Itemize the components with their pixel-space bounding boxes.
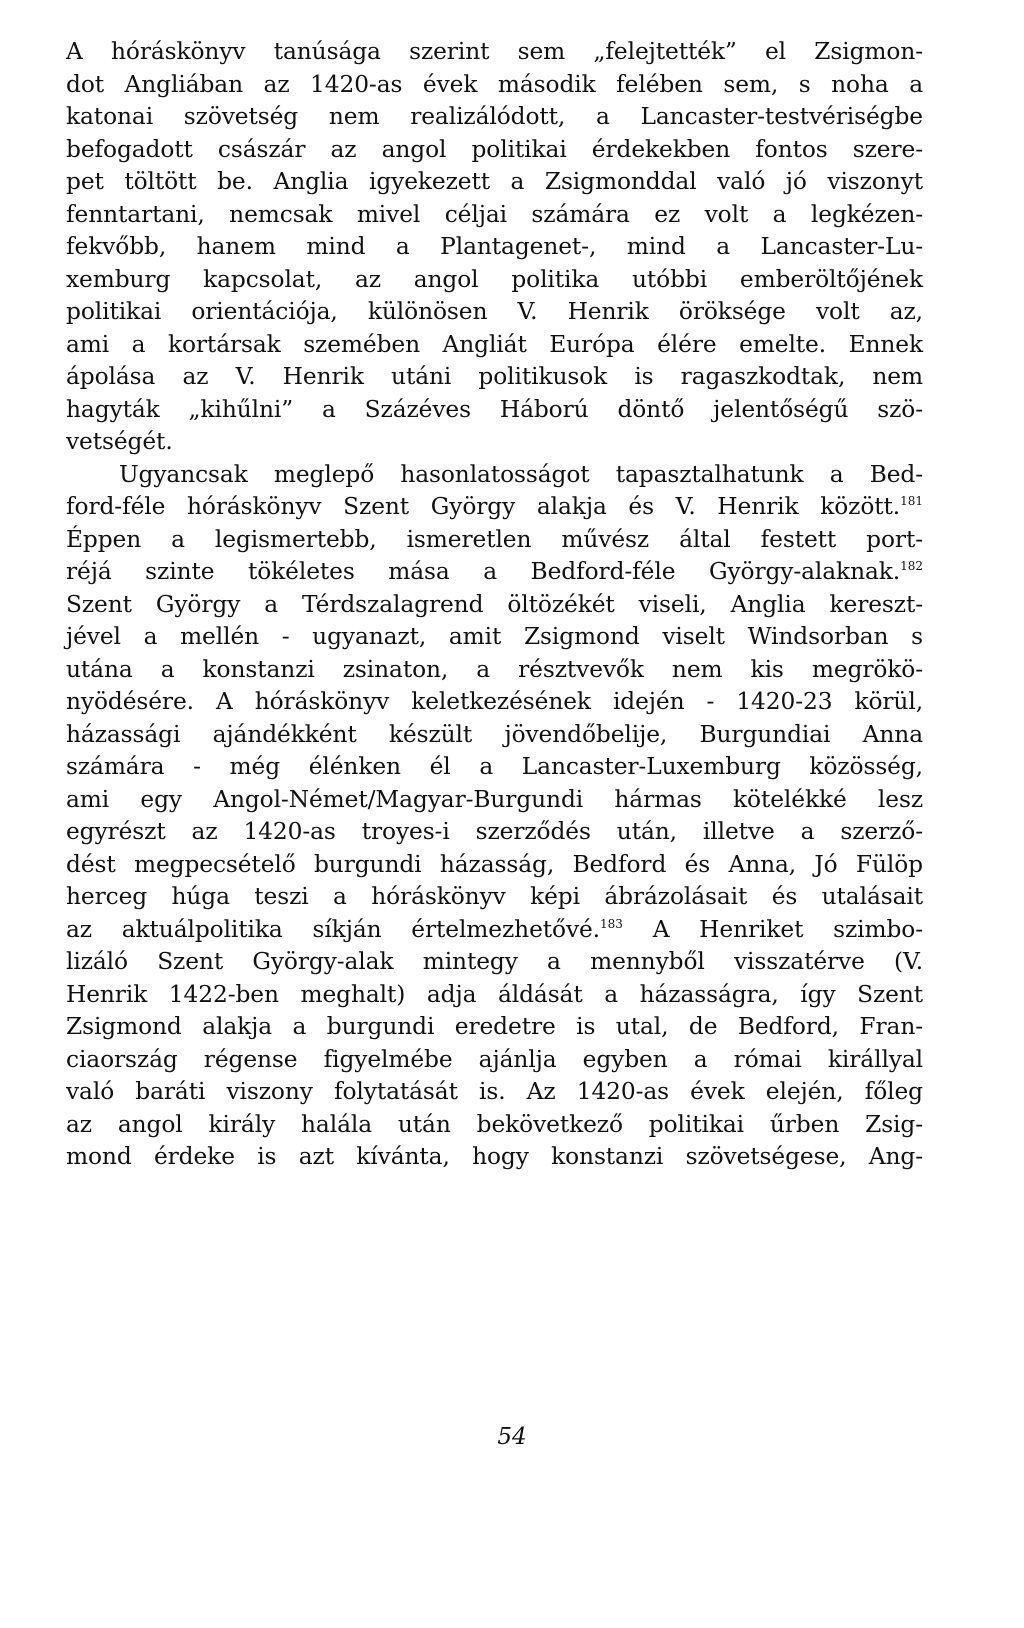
text-line: befogadott császár az angol politikai érdekekben fontos szere- <box>66 135 923 163</box>
text-line: ciaország régense figyelmébe ajánlja egyben a római királlyal <box>66 1045 923 1073</box>
text-line: herceg húga teszi a hóráskönyv képi ábrázolásait és utalásait <box>66 883 923 910</box>
text-line: politikai orientációja, különösen V. Henrik öröksége volt az, <box>66 298 923 325</box>
page-body <box>66 36 923 1174</box>
paragraph-1 <box>66 36 923 459</box>
text-line: jével a mellén - ugyanazt, amit Zsigmond viselt Windsorban s <box>66 623 923 650</box>
text-line: házassági ajándékként készült jövendőbelije, Burgundiai Anna <box>66 720 923 748</box>
footnote-ref-182: 182 <box>900 559 923 574</box>
text-line-content: réjá szinte tökéletes mása a Bedford-féle György-alaknak. <box>66 558 901 585</box>
text-line-content: az aktuálpolitika síkján értelmezhetővé. <box>66 915 600 943</box>
text-line: utána a konstanzi zsinaton, a résztvevők nem kis megrökö- <box>66 655 923 683</box>
text-line: Henrik 1422-ben meghalt) adja áldását a házasságra, így Szent <box>66 980 923 1008</box>
text-line: Zsigmond alakja a burgundi eredetre is utal, de Bedford, Fran- <box>66 1013 923 1040</box>
text-line: Éppen a legismertebb, ismeretlen művész által festett port- <box>66 525 923 553</box>
text-line: ami a kortársak szemében Angliát Európa élére emelte. Ennek <box>66 330 923 358</box>
text-line: hagyták „kihűlni” a Százéves Háború döntő jelentőségű szö- <box>66 395 923 423</box>
text-line: számára - még élénken él a Lancaster-Luxemburg közösség, <box>66 753 923 780</box>
text-line: fekvőbb, hanem mind a Plantagenet-, mind a Lancaster-Lu- <box>66 233 923 260</box>
text-line: Ugyancsak meglepő hasonlatosságot tapasztalhatunk a Bed- <box>119 460 923 488</box>
text-line <box>66 914 923 947</box>
text-line: pet töltött be. Anglia igyekezett a Zsigmonddal való jó viszonyt <box>66 168 923 195</box>
text-line: xemburg kapcsolat, az angol politika utóbbi emberöltőjének <box>66 265 923 293</box>
text-line <box>66 556 923 589</box>
text-line: való baráti viszony folytatását is. Az 1420-as évek elején, főleg <box>66 1078 923 1105</box>
text-line: dést megpecsételő burgundi házasság, Bedford és Anna, Jó Fülöp <box>66 850 923 878</box>
paragraph-2 <box>66 459 923 1174</box>
text-line: Szent György a Térdszalagrend öltözékét viseli, Anglia kereszt- <box>66 590 923 618</box>
text-line: ami egy Angol-Német/Magyar-Burgundi hármas kötelékké lesz <box>66 785 923 813</box>
text-line-content: ford-féle hóráskönyv Szent György alakja és V. Henrik között. <box>66 493 901 520</box>
text-line: egyrészt az 1420-as troyes-i szerződés után, illetve a szerző- <box>66 818 923 845</box>
footnote-ref-181: 181 <box>900 494 923 509</box>
text-line: lizáló Szent György-alak mintegy a mennyből visszatérve (V. <box>66 948 923 975</box>
footnote-ref-183: 183 <box>600 916 623 931</box>
text-line: az angol király halála után bekövetkező politikai űrben Zsig- <box>66 1110 923 1138</box>
text-line: katonai szövetség nem realizálódott, a Lancaster-testvériségbe <box>66 103 923 130</box>
text-line <box>66 491 923 524</box>
text-line: A hóráskönyv tanúsága szerint sem „felejtették” el Zsigmon- <box>66 38 923 65</box>
text-line: vetségét. <box>66 428 173 455</box>
text-line: dot Angliában az 1420-as évek második felében sem, s noha a <box>66 70 923 98</box>
text-line-content: A Henriket szimbo- <box>652 915 923 943</box>
text-line: mond érdeke is azt kívánta, hogy konstanzi szövetségese, Ang- <box>66 1143 923 1170</box>
page-number: 54 <box>497 1424 527 1450</box>
text-line: fenntartani, nemcsak mivel céljai számára ez volt a legkézen- <box>66 200 923 228</box>
text-line: nyödésére. A hóráskönyv keletkezésének idején - 1420-23 körül, <box>66 688 923 715</box>
text-line: ápolása az V. Henrik utáni politikusok is ragaszkodtak, nem <box>66 363 923 390</box>
